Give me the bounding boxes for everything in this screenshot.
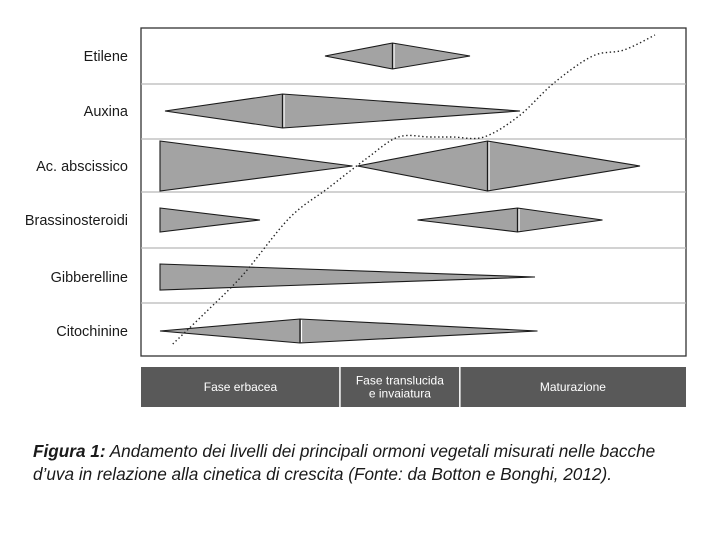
growth-curve — [173, 35, 655, 344]
hormone-level-shape — [160, 264, 535, 290]
hormone-label: Auxina — [83, 104, 128, 120]
figure-caption — [33, 440, 693, 486]
hormone-shapes — [160, 43, 640, 343]
caption-text: Andamento dei livelli dei principali ormoni vegetali misurati nelle bacche d’uva in relazione alla cinetica di crescita (Fonte: da Botton e Bonghi, 2012). — [33, 441, 656, 484]
phase-label: Maturazione — [539, 380, 606, 394]
hormone-label: Etilene — [83, 49, 128, 65]
hormone-level-shape — [160, 208, 260, 232]
phase-label: Fase erbacea — [203, 380, 278, 394]
hormone-level-shape — [325, 43, 470, 69]
caption-label: Figura 1: — [33, 441, 106, 461]
hormone-level-shape — [160, 319, 538, 343]
hormone-level-shape — [358, 141, 641, 191]
hormone-label: Ac. abscissico — [36, 159, 128, 175]
phase-bar — [141, 367, 686, 407]
hormone-label: Citochinine — [56, 324, 128, 340]
phase-label: e invaiatura — [368, 386, 431, 401]
phase-label: Fase translucida — [355, 373, 444, 388]
hormone-label: Gibberelline — [50, 270, 128, 286]
hormone-level-shape — [160, 141, 353, 191]
hormone-label: Brassinosteroidi — [24, 213, 128, 229]
hormone-level-shape — [418, 208, 603, 232]
hormone-level-shape — [165, 94, 520, 128]
hormone-labels — [25, 49, 129, 340]
